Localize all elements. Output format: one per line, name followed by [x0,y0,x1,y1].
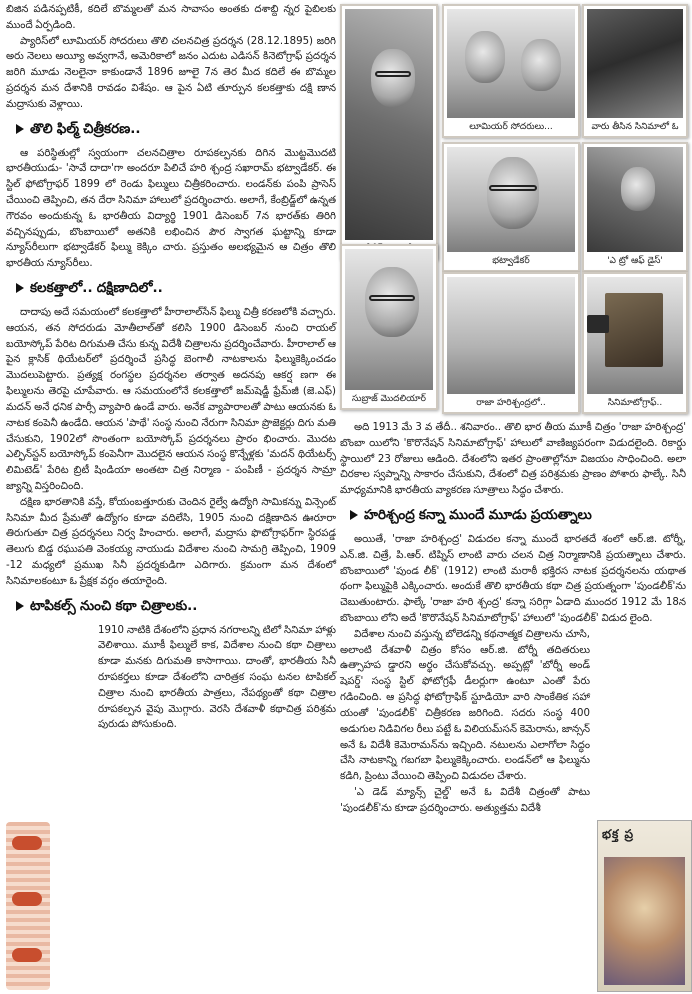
photo-image [447,9,575,118]
right-column [340,420,686,817]
photo-caption: 'ఎ ట్రో ఆఫ్‌ డైస్‌' [607,256,663,266]
glasses-shape [375,71,411,77]
calcutta-paragraph: దాదాపు అదే సమయంలో కలకత్తాలో హీరాలాల్‌సేన్‌ ఫిల్ము చిత్రీ కరణలోకి వచ్చారు. ఆయన, తన సోదరుడు మోతీలాల్‌తో కలిసి 1900 డిసెంబర్‌ నుంచి రాయల్‌ బయోస్కోప్‌ పేరిట దిగుమతి చేసు కున్న విదేశీ చిత్రాలను ప్రదర్శించేవారు. హీరాలాల్‌ ఆ పైన క్లాసిక్‌ థియేటర్‌లో ప్రదర్శించే ప్రసిద్ధ బెంగాలీ నాటకాలను ఫిల్ముకెక్కించడం మొదలుపెట్టారు. ప్రత్యక్ష రంగస్థల ప్రదర్శనల తర్వాత అదనపు ఆకర్ష ణగా ఈ ఫిల్ములను తెరపై చూపేవారు. ఆ సమయంలోనే కలకత్తాలో జమ్‌షెడ్జీ ఫ్రేమ్‌జీ (జె.ఎఫ్‌) మదన్‌ అనే ధనిక పార్సీ వ్యాపారి ఉండే వారు. అనేక వ్యాపారాలతో పాటు ఆయనకు ఓ నాటక కంపెనీ ఉండేది. ఆయన 'పాథే' సంస్థ నుంచి నేరుగా సినిమా ప్రొజెక్టర్లు దిగు మతి చేసుకుని, 1902లో సొంతంగా బయోస్కోప్‌ ప్రదర్శనలు ప్రారం భించారు. మొదట ఎల్ఫిన్‌స్టన్‌ బయోస్కోప్‌ కంపెనీగా మొదలైన ఆయన సంస్థ కొన్నేళ్లకు 'మదన్‌ థియేటర్స్‌ లిమిటెడ్‌' పేరిట బ్రిటీ షిండియా అంతటా చిత్ర నిర్మాణ - పంపిణీ - ప్రదర్శన సామ్రా జ్యాన్ని విస్తరించింది. [6,307,336,492]
photo-image [587,277,683,394]
section-heading-first-film [16,119,336,140]
pin-icon [12,892,42,906]
section-heading-three-attempts [350,505,686,526]
photo-caption: సినిమాటోగ్రాఫ్‌.. [607,398,663,408]
face-shape [365,267,419,337]
photo-lumiere-train-film [582,4,688,138]
face-shape [465,31,505,83]
photo-dhiren-ganguly [340,4,438,260]
poster-artwork [604,857,685,985]
photo-image [345,9,433,240]
photo-caption: రాజా హరిశ్చంద్రలో.. [476,398,546,408]
left-column [6,2,336,733]
glasses-shape [489,185,537,191]
arrow-icon [16,283,24,293]
topicals-paragraph: 1910 నాటికి దేశంలోని ప్రధాన నగరాలన్ని టిలో సినిమా హాళ్లు వెలిశాయి. మూకీ ఫిల్ములే కాక, విదేశాల నుంచి కథా చిత్రాలు కూడా మనకు దిగుమతి కాసాగాయి. దాంతో, భారతీయ సినీ రూపకర్తలు కూడా దేశంలోని చారిత్రక సంఘ టనల టాపికల్‌ చిత్రాల నుంచి భారతీయ పాత్రలు, నేపథ్యంతో కథా చిత్రాల రూపకల్పన వైపు మొగ్గారు. వెరసి దేశవాళీ కథాచిత్ర పరిశ్రమ పురుడు పోసుకుంది. [98,624,336,731]
south-paragraph: దక్షిణ భారతానికి వస్తే, కోయంబత్తూరుకు చెందిన రైల్వే ఉద్యోగి సామికన్ను విన్సెంట్‌ సినిమా మీద ప్రేమతో ఉద్యోగం కూడా వదిలేసి, 1905 నుంచి దక్షిణాదిన ఊరూరా తిరుగుతూ చిత్ర ప్రదర్శనలు నిర్వ హించారు. అలాగే, మద్రాసు ఫొటోగ్రాఫర్‌గా స్థిరపడ్డ తెలుగు బిడ్డ రఘుపతి వెంకయ్య నాయుడు విదేశాల నుంచి సామగ్రి తెప్పించి, 1909 -12 మధ్యలో ప్రముఖ సినీ ప్రదర్శకుడిగా ఎదిగారు. క్రమంగా మన దేశంలో సినిమాలకంటూ ఓ ప్రేక్షక వర్గం తయారైంది. [6,496,336,587]
three-attempts-paragraph: అయితే, 'రాజా హరిశ్చంద్ర' విడుదల కన్నా ముందే భారతదే శంలో ఆర్‌.జి. టోర్నీ, ఎన్‌.జి. చిత్రే, పి.ఆర్‌. టిప్నిస్‌ లాంటి వారు చలన చిత్ర నిర్మాణానికి ప్రయత్నాలు చేశారు. బొంబాయిలో 'పుండ లీక్‌' (1912) లాంటి మరాఠీ భక్తిరస నాటక ప్రదర్శనలను యథాత థంగా ఫిల్ముపైకి ఎక్కించారు. అందుకే తొలి భారతీయ కథా చిత్ర ప్రయత్నంగా 'పుండలీక్‌'ను చెబుతుంటారు. ఫాల్కే 'రాజా హరి శ్చంద్ర' కన్నా సరిగ్గా ఏడాది ముందర 1912 మే 18న బొంబాయి లోని అదే 'కొరొనేషన్‌ సినిమాటోగ్రాఫ్‌' హాలులో 'పుండలీక్‌' విడుద లైంది. [340,533,686,625]
camera-lens-shape [587,315,609,333]
poster-title: భక్త ప్ర [602,827,634,841]
bhakta-prahlad-poster [597,820,692,992]
photo-image [345,249,433,390]
face-shape [521,39,561,91]
photo-image [587,9,683,118]
section-heading-topicals [16,596,336,617]
photo-caption: లూమియర్‌ సోదరులు... [469,122,553,132]
photo-lumiere-brothers [442,4,580,138]
photo-image [587,147,683,252]
glasses-shape [369,295,415,301]
pin-icon [12,836,42,850]
intro-paragraph-2: ప్యారిస్‌లో లూమియర్‌ సోదరులు తొలి చలనచిత్ర ప్రదర్శన (28.12.1895) జరిగి అరు నెలలు అయ్యీ అవ్వగానే, అమెరికాలో జనం ఎదుట ఎడిసన్‌ కినెటోగ్రాఫ్‌ ప్రదర్శన జరిగి మూడు నెలలైనా కాకుండానే 1896 జూలై 7న తెర మీద కదిలే ఈ బొమ్మల ప్రదర్శన మన దేశానికి రావడం విశేషం. ఆ పైన ఏటి తూర్పున కలకత్తాకు దక్షి ణాన మద్రాసుకు వెళ్లాయి. [6,35,336,110]
section-heading-text: టాపికల్స్‌ నుంచి కథా చిత్రాలకు.. [30,597,198,614]
photo-caption: వారు తీసిన సినిమాలో ఓ [591,122,679,132]
intro-paragraph-1: బిజిన పడినప్పటికీ, కదిలే బొమ్మలతో మన సావాసం అంతకు దశాబ్ది న్నర పైబిలకు ముందే ఏర్పడింది. [6,4,336,31]
section-heading-text: హరిశ్చంద్ర కన్నా ముందే మూడు ప్రయత్నాలు [364,507,592,524]
face-shape [371,49,415,107]
arrow-icon [16,124,24,134]
photo-caption: భట్వాడేకర్‌ [492,256,530,266]
camera-body-shape [605,293,663,367]
decorative-sidebox [6,822,86,990]
arrow-icon [16,601,24,611]
first-film-paragraph: ఆ పరిస్థితుల్లో స్వయంగా చలనచిత్రాల రూపకల్పనకు దిగిన మొట్టమొదటి భారతీయుడు- 'సావే దాదా'గా అందరూ పిలిచే హరి శ్చంద్ర సఖారామ్‌ భట్వాడేకర్‌. ఈ స్టిల్‌ ఫోటోగ్రాఫర్‌ 1899 లో రెండు ఫిల్ములు చిత్రీకరించారు. లండన్‌కు పంపి ప్రాసెస్‌ చేయించి తెప్పించి, తన దేరా సినిమా హాలులో ప్రదర్శించారు. అలాగే, కేంబ్రిడ్జ్‌లో ఉన్నత గౌరవం అందుకున్న ఓ భారతీయ విద్యార్థి 1901 డిసెంబర్‌ 7న భారత్‌కు తిరిగి వచ్చినప్పుడు, బొంబాయిలో అతనికి లభించిన పౌర స్వాగత ఘట్టాన్ని కూడా న్యూస్‌రీలుగా భట్వాడేకర్‌ ఫిల్ము కెక్కిం చారు. ప్రస్తుతం అలభ్యమైన ఆ చిత్రం తొలి భారతీయ న్యూస్‌రీలు. [6,147,336,270]
section-heading-text: కలకత్తాలో.. దక్షిణాదిలో.. [30,280,163,297]
photo-image [447,147,575,252]
section-heading-text: తొలి ఫిల్మ్‌ చిత్రీకరణ.. [30,120,141,137]
photo-a-throw-of-dice [582,142,688,272]
arrow-icon [350,510,358,520]
section-heading-calcutta-south [16,278,336,299]
raja-harishchandra-paragraph: అది 1913 మే 3 వ తేదీ.. శనివారం.. తొలి భార తీయ మూకీ చిత్రం 'రాజా హరిశ్చంద్ర' బొంబా యిలోని 'కొరొనేషన్‌ సినిమాటోగ్రాఫ్‌' హాలులో వాణిజ్యపరంగా విడుదలైంది. రికార్డు స్థాయిలో 23 రోజులు ఆడింది. దేశంలోని ఇతర ప్రాంతాల్లోనూ విజయం సాధించింది. అలా చిరకాల స్వప్నాన్ని సాకారం చేసుకుని, దేశంలో చిత్ర పరిశ్రమకు ప్రాణం పోశారు ఫాల్కే. సినీ మాధ్యమానికి భారతీయ వ్యాకరణ సూత్రాలు సిద్ధం చేశారు. [340,422,686,497]
dead-mans-child-paragraph: 'ఎ డెడ్‌ మ్యాన్స్‌ చైల్డ్‌' అనే ఓ విదేశీ చిత్రంతో పాటు 'పుండలీక్‌'ను కూడా ప్రదర్శించారు. అత్యుత్తమ విదేశీ [340,786,590,814]
face-shape [487,157,539,229]
face-shape [621,167,655,211]
photo-bhatwadekar [442,142,580,272]
pin-icon [12,948,42,962]
pundalik-paragraph: విదేశాల నుంచి వస్తున్న బోలెడన్ని కథనాత్మక చిత్రాలను చూసి, అలాంటి దేశవాళీ చిత్రం కోసం ఆర్‌.జి. టోర్నీ తదితరులు ఉత్సాహప డ్డారని అర్థం చేసుకోవచ్చు. అప్పట్లో 'బోర్నీ అండ్‌ షెపర్డ్‌' సంస్థ స్టిల్‌ ఫోటోగ్రఫీ డీలర్లుగా ఉంటూ ఎంతో పేరు గడించింది. ఆ ప్రసిద్ధ ఫోటోగ్రాఫిక్‌ స్టూడియో వారి సాంకేతిక సహా యంతో 'పుండలీక్‌' చిత్రీకరణ జరిగింది. సదరు సంస్థ 400 అడుగుల నిడివిగల రీలు పట్టే ఓ విలియమ్‌సన్‌ కెమెరాను, జాన్సన్‌ అనే ఓ విదేశీ కెమెరామన్‌ను ఇచ్చింది. నటులను ఎలాగోలా సిద్ధం చేసి నాటకాన్ని గబగబా ఫిల్ముకెక్కించారు. లండన్‌లో ఆ ఫిల్మును కడిగి, ప్రింటు వేయించి తెప్పించి విడుదల చేశారు. [340,628,590,783]
photo-caption: సుబ్రాజ్‌ మొదలియార్‌ [352,394,426,404]
photo-cinematograph [582,272,688,414]
photo-image [447,277,575,394]
photo-raja-harishchandra-still [442,272,580,414]
photo-subraj-mudaliar [340,244,438,410]
